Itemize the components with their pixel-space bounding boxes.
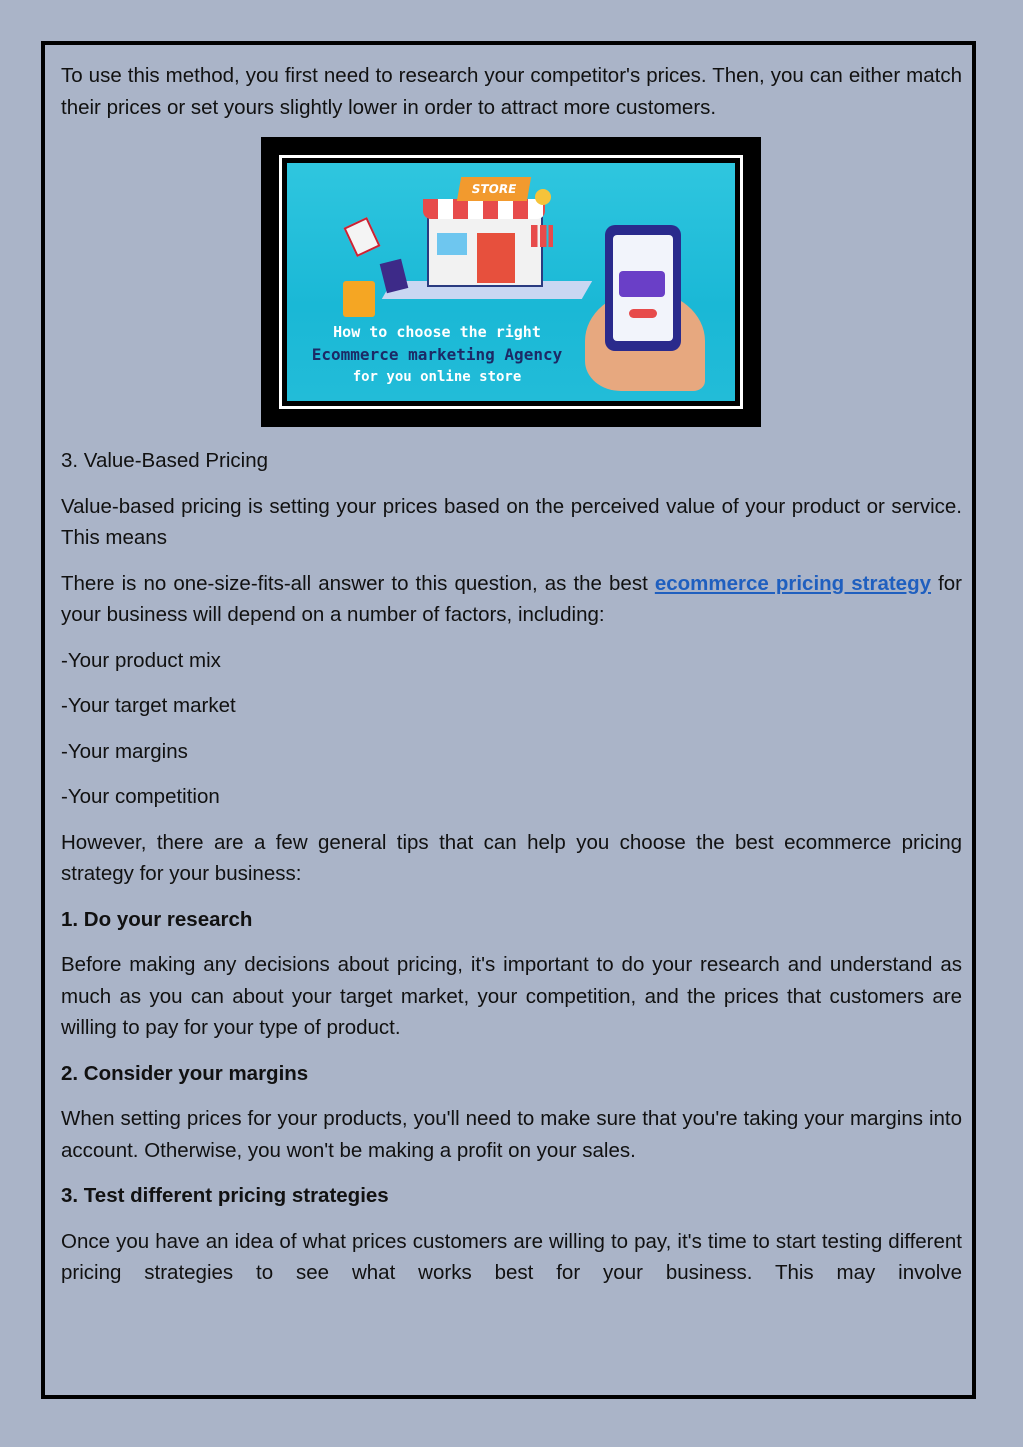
tip-text-margins: When setting prices for your products, you'll need to make sure that you're taking your margins into account. Otherwise, you won't be making a profit on your sales. [61,1107,962,1162]
answer-text-before: There is no one-size-fits-all answer to this question, as the best [61,571,655,595]
illustration-caption [287,321,587,387]
store-window [437,233,467,255]
tip-heading-margins: 2. Consider your margins [61,1061,309,1085]
tip-text-research: Before making any decisions about pricing, it's important to do your research and understand as much as you can about your target market, your competition, and the prices that customers are willing to pay for your type of product. [61,953,962,1039]
factor-item: -Your margins [61,739,188,763]
credit-card-icon [619,271,665,297]
ecommerce-agency-illustration [261,137,761,427]
signboard-icon [380,259,409,293]
coin-icon [535,189,551,205]
ecommerce-pricing-strategy-link[interactable]: ecommerce pricing strategy [654,571,932,595]
tips-intro-paragraph: However, there are a few general tips that can help you choose the best ecommerce pricing strategy for your business: [61,830,962,885]
answer-text-after: for your business will depend on a number of factors, including: [61,571,962,626]
shopping-bag-icon [343,281,375,317]
answer-paragraph [61,568,962,631]
document-body [61,60,962,1303]
illustration-scene [287,163,735,401]
store-sign: STORE [457,177,531,201]
factor-item: -Your competition [61,785,220,808]
section-heading-value-based: 3. Value-Based Pricing [61,449,269,472]
pay-button-icon [629,309,657,318]
caption-line-1: How to choose the right [333,323,541,341]
factor-item: -Your target market [61,694,236,717]
price-tag-icon [343,217,380,257]
figure-container [61,137,962,427]
store-awning [423,199,545,219]
intro-paragraph: To use this method, you first need to research your competitor's prices. Then, you can either match their prices or set yours slightly lower in order to attract more customers. [61,64,962,119]
caption-line-3: for you online store [352,369,522,385]
value-based-paragraph: Value-based pricing is setting your prices based on the perceived value of your product or service. This means [61,494,962,549]
tip-heading-testing: 3. Test different pricing strategies [61,1184,389,1207]
tip-heading-research: 1. Do your research [61,907,253,931]
tip-text-testing: Once you have an idea of what prices customers are willing to pay, it's time to start testing different pricing strategies to see what works best for your business. This may involve [61,1229,962,1284]
store-door [477,233,515,283]
caption-line-2: Ecommerce marketing Agency [311,345,563,364]
factor-item: -Your product mix [61,648,221,672]
bar-chart-icon [531,225,553,247]
